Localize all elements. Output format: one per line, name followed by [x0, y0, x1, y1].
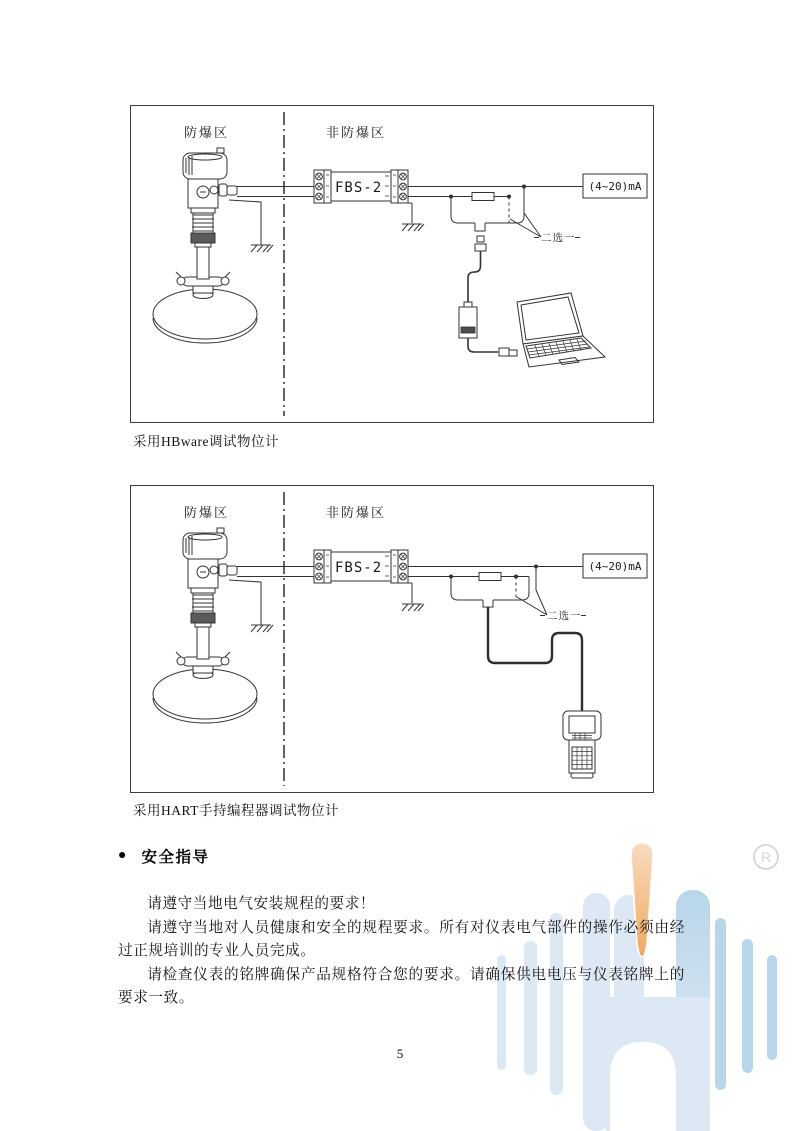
signal-wires	[237, 187, 315, 197]
page-number: 5	[396, 1046, 404, 1061]
barrier-ground-lead	[405, 203, 412, 223]
signal-wires	[237, 567, 315, 577]
barrier-ground-lead	[405, 583, 412, 603]
load-resistor	[479, 573, 501, 581]
ground-symbol	[251, 245, 273, 252]
paragraph: 请检查仪表的铭牌确保产品规格符合您的要求。请确保供电电压与仪表铭牌上的要求一致。	[118, 966, 685, 1007]
figure-wiring-hbware	[130, 105, 654, 423]
diagram-hbware	[131, 106, 653, 422]
section-heading-safety	[118, 845, 209, 867]
choice-label: 二选一	[541, 233, 576, 244]
usb-plug	[499, 348, 509, 356]
device-ground-lead	[229, 580, 261, 625]
hart-handheld-communicator	[563, 711, 601, 778]
figure-wiring-hart	[130, 485, 654, 793]
output-label: (4~20)mA	[588, 560, 642, 573]
paragraph: 请遵守当地对人员健康和安全的规程要求。所有对仪表电气部件的操作必须由经过正规培训的专业人员完成。	[118, 919, 685, 960]
ground-symbol	[402, 604, 424, 611]
zone-label-exproof: 防爆区	[184, 125, 230, 140]
communicator-screen	[569, 716, 595, 733]
connection-bus	[451, 577, 529, 608]
registered-trademark-icon	[754, 845, 778, 869]
radar-level-gauge	[153, 528, 257, 723]
ground-symbol	[251, 625, 273, 632]
zone-label-nonexproof: 非防爆区	[326, 505, 387, 520]
communicator-cable	[488, 607, 582, 711]
radar-level-gauge	[153, 148, 257, 343]
zone-label-exproof: 防爆区	[184, 505, 230, 520]
paragraph: 请遵守当地电气安装规程的要求！	[147, 896, 376, 912]
safety-paragraphs	[118, 893, 685, 1011]
hart-modem-assembly	[459, 236, 517, 356]
section-title: 安全指导	[141, 849, 210, 866]
ground-symbol	[402, 224, 424, 231]
diagram-hart	[131, 486, 653, 792]
laptop	[517, 293, 605, 367]
bullet-icon: ●	[118, 848, 127, 863]
choice-label: 二选一	[547, 611, 582, 622]
load-resistor	[472, 193, 494, 201]
zone-label-nonexproof: 非防爆区	[326, 125, 387, 140]
output-label: (4~20)mA	[588, 180, 642, 193]
barrier-label: FBS-2	[335, 560, 383, 576]
figure1-caption: 采用HBware调试物位计	[133, 434, 279, 449]
device-ground-lead	[229, 200, 261, 245]
figure2-caption: 采用HART手持编程器调试物位计	[133, 803, 339, 818]
barrier-label: FBS-2	[335, 180, 383, 196]
soundwave-bars-right	[715, 918, 777, 1090]
svg-text:R: R	[760, 849, 772, 865]
